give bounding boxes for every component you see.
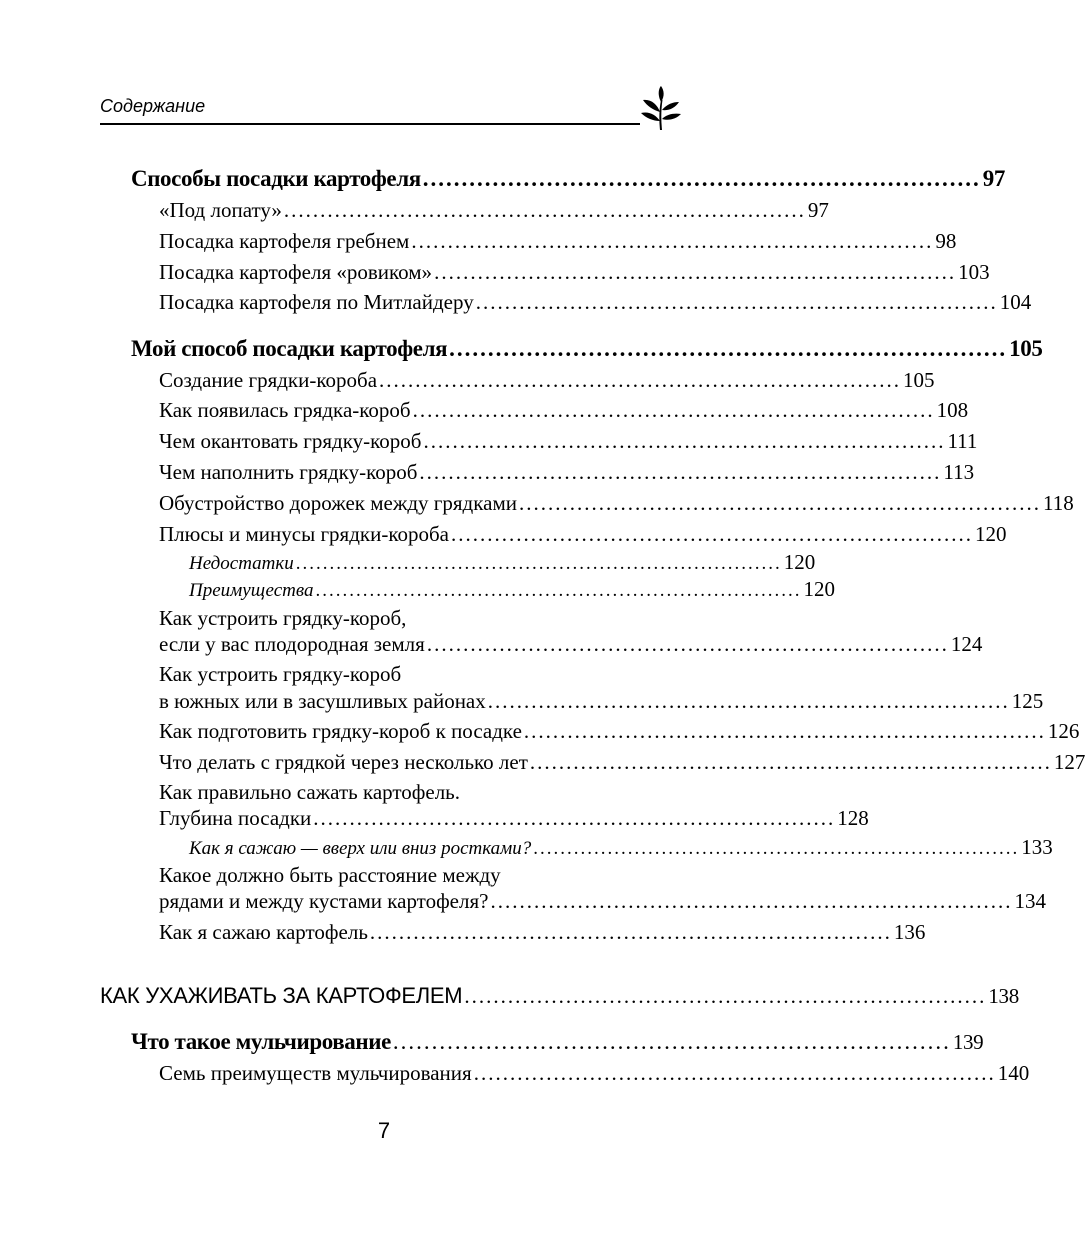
toc-entry-page: 118 [1042,491,1074,515]
toc-leader-dots: ........................................................................ [283,198,806,222]
toc-entry-title: Посадка картофеля «ровиком» [159,260,433,284]
toc-entry-page: 134 [1014,889,1046,913]
toc-entry-page: 97 [807,198,829,222]
toc-leader-dots: ........................................................................ [490,889,1013,913]
toc-entry-title: Как я сажаю — вверх или вниз ростками? [189,838,532,859]
toc-entry-title: рядами и между кустами картофеля? [159,889,489,913]
toc-entry-title: Преимущества [189,580,314,601]
toc-entry-title: Как появилась грядка-короб [159,398,411,422]
toc-entry-title: если у вас плодородная земля [159,632,425,656]
toc-entry-page: 113 [943,460,975,484]
toc-entry-page: 138 [988,984,1019,1008]
toc-entry [159,460,975,485]
toc-entry [159,198,829,223]
toc-leader-dots: ........................................................................ [419,460,942,484]
toc-entry [159,719,1080,744]
toc-entry-page: 133 [1021,835,1053,859]
toc-entry-page: 105 [903,368,935,392]
toc-leader-dots: ........................................................................ [313,806,836,830]
toc-entry-title: Создание грядки-короба [159,368,378,392]
toc-entry-title: Как подготовить грядку-короб к посадке [159,719,522,743]
toc-leader-dots: ........................................................................ [434,260,957,284]
toc-leader-dots: ........................................................................ [518,491,1041,515]
toc-leader-dots: ........................................................................ [392,1029,951,1054]
toc-entry [159,806,869,831]
toc-leader-dots: ........................................................................ [426,632,949,656]
running-header-title: Содержание [100,96,206,116]
toc-entry-page: 127 [1053,750,1085,774]
toc-entry-title-line1: Какое должно быть расстояние между [159,863,501,887]
toc-leader-dots: ........................................................................ [295,553,782,574]
toc-leader-dots: ........................................................................ [464,984,987,1008]
toc-entry [159,522,1007,547]
toc-entry-title: Недостатки [189,553,294,574]
toc-entry-page: 139 [952,1030,984,1054]
page-number: 7 [377,1118,391,1143]
toc-entry-page: 125 [1011,689,1044,713]
toc-entry-title: Мой способ посадки картофеля [131,336,448,361]
toc-leader-dots: ........................................................................ [533,838,1020,859]
toc-entry-title: Что такое мульчирование [131,1029,391,1054]
toc-entry-title: Как я сажаю картофель [159,920,368,944]
toc-entry-subsection [189,550,816,575]
toc-leader-dots: ........................................................................ [411,229,934,253]
toc-entry-page: 120 [803,577,835,601]
toc-entry-title: Обустройство дорожек между грядками [159,491,517,515]
toc-entry [159,889,1046,914]
toc-entry-title-line1: Как правильно сажать картофель. [159,780,461,804]
toc-entry-page: 105 [1009,336,1043,361]
toc-entry [159,920,926,945]
toc-entry-page: 120 [974,522,1007,546]
toc-entry [159,750,1085,775]
toc-entry-page: 120 [783,550,816,574]
toc-entry-chapter [100,983,1019,1009]
header-rule [100,123,640,125]
toc-entry-page: 103 [958,260,990,284]
toc-entry-title: в южных или в засушливых районах [159,689,486,713]
toc-entry-subsection [189,577,835,602]
toc-entry [159,429,978,454]
toc-entry [159,229,957,254]
toc-entry [159,290,1032,315]
toc-entry-subsection [189,835,1053,860]
toc-entry-title: Посадка картофеля гребнем [159,229,410,253]
toc-entry-section [131,1029,984,1055]
toc-entry [159,689,1044,714]
toc-leader-dots: ........................................................................ [523,719,1046,743]
toc-leader-dots: ........................................................................ [379,368,902,392]
toc-leader-dots: ........................................................................ [422,166,981,191]
toc-entry-page: 136 [893,920,926,944]
toc-entry-title-line1: Как устроить грядку-короб [159,662,402,686]
toc-entry-title-line1: Как устроить грядку-короб, [159,606,407,630]
toc-entry-page: 128 [837,806,869,830]
toc-entry-page: 98 [935,229,957,253]
toc-entry [159,368,935,393]
toc-entry-page: 111 [947,429,978,453]
toc-leader-dots: ........................................................................ [449,336,1008,361]
toc-entry-page: 104 [999,290,1032,314]
toc-entry-title: КАК УХАЖИВАТЬ ЗА КАРТОФЕЛЕМ [100,983,463,1008]
toc-entry-page: 126 [1047,719,1080,743]
toc-entry-title: Чем наполнить грядку-короб [159,460,418,484]
toc-entry-section [131,336,1043,362]
toc-entry-page: 97 [982,166,1005,191]
toc-leader-dots: ........................................................................ [412,398,935,422]
toc-entry [159,1061,1030,1086]
toc-entry-title: Посадка картофеля по Митлайдеру [159,290,474,314]
toc-entry-page: 124 [950,632,983,656]
toc-leader-dots: ........................................................................ [473,1061,996,1085]
toc-leader-dots: ........................................................................ [487,689,1010,713]
toc-leader-dots: ........................................................................ [315,580,802,601]
toc-leader-dots: ........................................................................ [529,750,1052,774]
toc-entry-title: Что делать с грядкой через несколько лет [159,750,528,774]
toc-leader-dots: ........................................................................ [450,522,973,546]
toc-entry-title: Глубина посадки [159,806,312,830]
toc-entry-page: 108 [936,398,969,422]
toc-leader-dots: ........................................................................ [423,429,946,453]
toc-leader-dots: ........................................................................ [369,920,892,944]
leaf-icon [637,86,683,132]
toc-entry-page: 140 [997,1061,1030,1085]
toc-entry [159,491,1074,516]
toc-entry-title: Семь преимуществ мульчирования [159,1061,472,1085]
toc-entry-title: Чем окантовать грядку-короб [159,429,422,453]
toc-entry [159,632,983,657]
toc-leader-dots: ........................................................................ [475,290,998,314]
toc-entry-title: Способы посадки картофеля [131,166,421,191]
toc-entry [159,398,969,423]
toc-entry-title: «Под лопату» [159,198,282,222]
toc-entry-title: Плюсы и минусы грядки-короба [159,522,449,546]
toc-entry [159,260,990,285]
toc-entry-section [131,166,1005,192]
